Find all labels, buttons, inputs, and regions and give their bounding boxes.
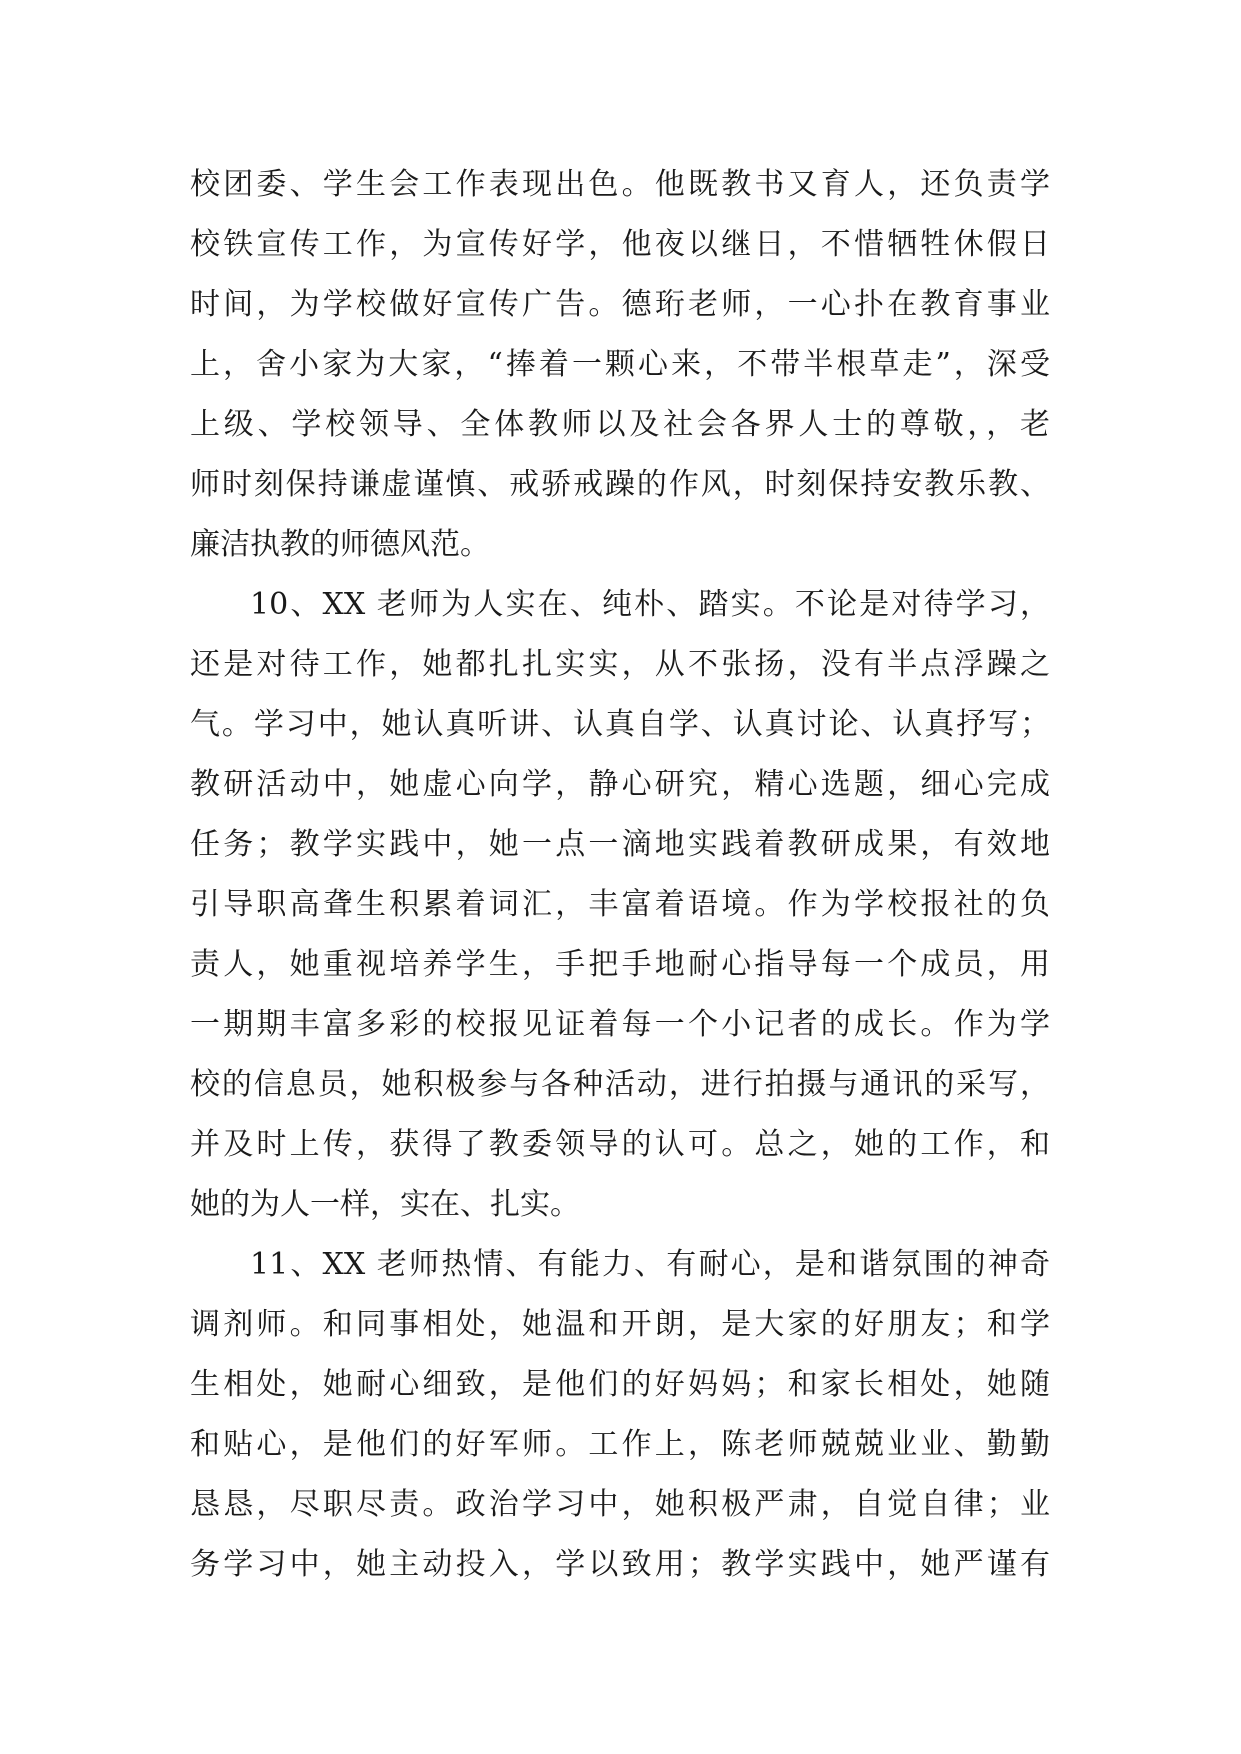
text-line: 上，舍小家为大家，“捧着一颗心来，不带半根草走”，深受 — [190, 347, 1050, 382]
text-line: 校的信息员，她积极参与各种活动，进行拍摄与通讯的采写， — [190, 1067, 1050, 1102]
text-line: 气。学习中，她认真听讲、认真自学、认真讨论、认真抒写； — [190, 707, 1050, 742]
paragraph-11-first-line: 11、XX 老师热情、有能力、有耐心，是和谐氛围的神奇 — [250, 1247, 1050, 1282]
paragraph-10-first-line: 10、XX 老师为人实在、纯朴、踏实。不论是对待学习， — [250, 587, 1050, 622]
text-line: 和贴心，是他们的好军师。工作上，陈老师兢兢业业、勤勤 — [190, 1427, 1050, 1462]
document-body — [190, 155, 1050, 1595]
text-line: 务学习中，她主动投入，学以致用；教学实践中，她严谨有 — [190, 1547, 1050, 1582]
text-line: 还是对待工作，她都扎扎实实，从不张扬，没有半点浮躁之 — [190, 647, 1050, 682]
text-line: 上级、学校领导、全体教师以及社会各界人士的尊敬，，老 — [190, 407, 1050, 442]
text-line: 师时刻保持谦虚谨慎、戒骄戒躁的作风，时刻保持安教乐教、 — [190, 467, 1050, 502]
text-line: 引导职高聋生积累着词汇，丰富着语境。作为学校报社的负 — [190, 887, 1050, 922]
paragraph-end-line: 她的为人一样，实在、扎实。 — [190, 1187, 580, 1222]
text-line: 时间，为学校做好宣传广告。德珩老师，一心扑在教育事业 — [190, 287, 1050, 322]
text-line: 教研活动中，她虚心向学，静心研究，精心选题，细心完成 — [190, 767, 1050, 802]
text-line: 一期期丰富多彩的校报见证着每一个小记者的成长。作为学 — [190, 1007, 1050, 1042]
text-line: 任务；教学实践中，她一点一滴地实践着教研成果，有效地 — [190, 827, 1050, 862]
text-line: 调剂师。和同事相处，她温和开朗，是大家的好朋友；和学 — [190, 1307, 1050, 1342]
text-line: 校团委、学生会工作表现出色。他既教书又育人，还负责学 — [190, 167, 1050, 202]
text-line: 并及时上传，获得了教委领导的认可。总之，她的工作，和 — [190, 1127, 1050, 1162]
text-line: 责人，她重视培养学生，手把手地耐心指导每一个成员，用 — [190, 947, 1050, 982]
paragraph-end-line: 廉洁执教的师德风范。 — [190, 527, 490, 562]
text-line: 生相处，她耐心细致，是他们的好妈妈；和家长相处，她随 — [190, 1367, 1050, 1402]
text-line: 恳恳，尽职尽责。政治学习中，她积极严肃，自觉自律；业 — [190, 1487, 1050, 1522]
text-line: 校铁宣传工作，为宣传好学，他夜以继日，不惜牺牲休假日 — [190, 227, 1050, 262]
